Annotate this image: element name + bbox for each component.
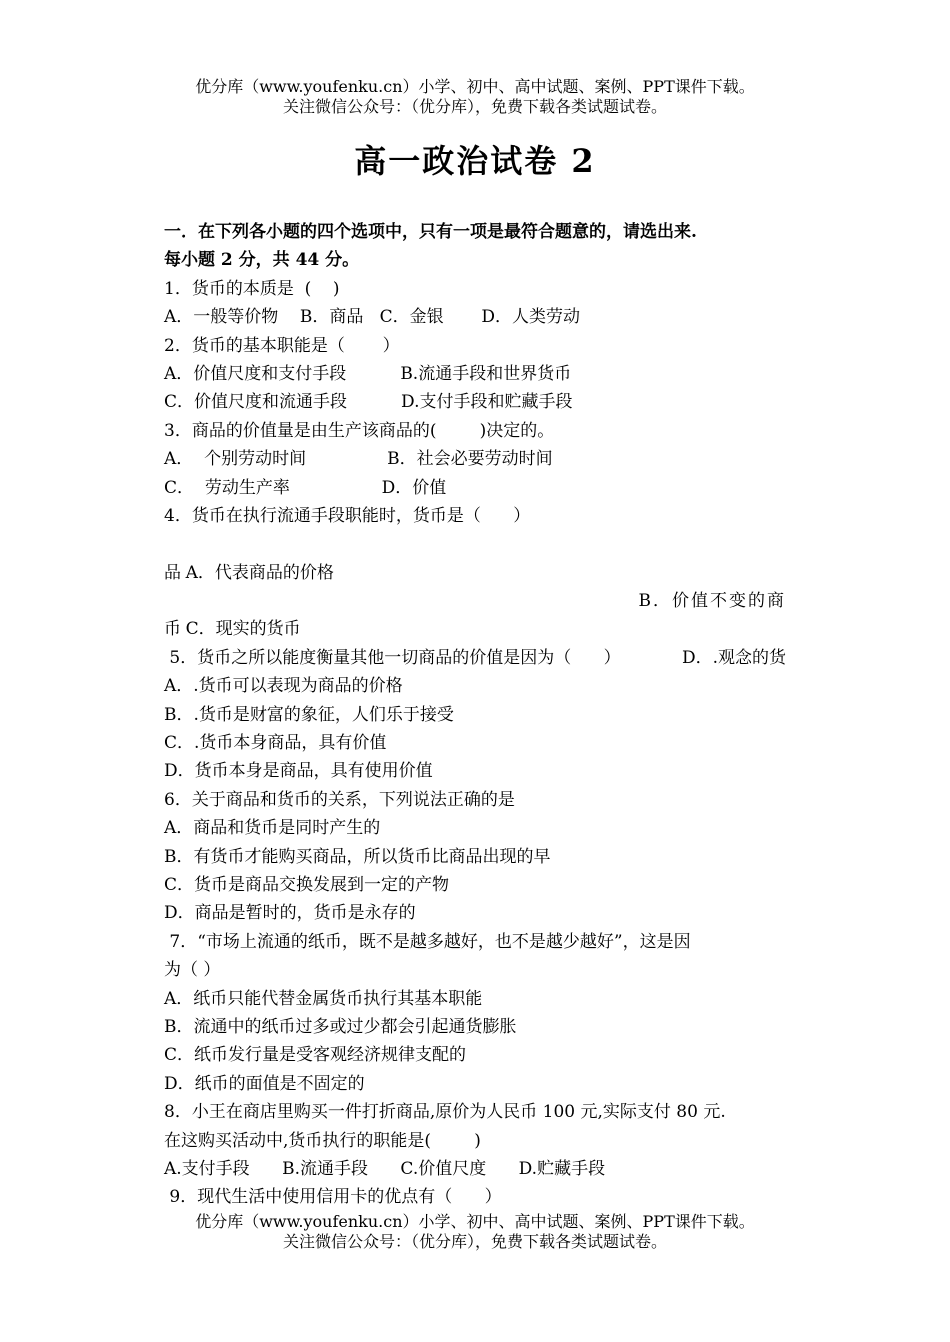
question-5-option-c: C．.货币本身商品，具有价值 (164, 733, 387, 754)
section-heading-line-2: 每小题 2 分，共 44 分。 (164, 250, 360, 271)
question-6-option-b: B．有货币才能购买商品，所以货币比商品出现的早 (164, 846, 551, 867)
question-6-option-c: C．货币是商品交换发展到一定的产物 (164, 874, 450, 895)
question-8-stem: 8．小王在商店里购买一件打折商品,原价为人民币 100 元,实际支付 80 元. (164, 1102, 726, 1123)
question-7-option-d: D．纸币的面值是不固定的 (164, 1073, 365, 1094)
question-4-option-d-cont: 币 (164, 619, 181, 640)
question-7-stem-cont: 为（ ） (164, 960, 221, 981)
question-1-options: A．一般等价物 B．商品 C．金银 D．人类劳动 (164, 307, 581, 328)
question-1-stem: 1．货币的本质是 ( ) (164, 278, 340, 299)
question-4-option-b-cont: 品 (164, 562, 181, 583)
question-4-options-ab (164, 530, 786, 612)
question-2-options-ab: A．价值尺度和支付手段 B.流通手段和世界货币 (164, 363, 572, 384)
question-2-stem: 2．货币的基本职能是（ ） (164, 335, 400, 356)
footer-line-2: 关注微信公众号：（优分库），免费下载各类试题试卷。 (282, 1232, 667, 1251)
question-6-option-a: A．商品和货币是同时产生的 (164, 818, 381, 839)
question-7-stem: 7．“市场上流通的纸币，既不是越多越好，也不是越少越好”，这是因 (164, 931, 691, 952)
question-4-stem: 4．货币在执行流通手段职能时，货币是（ ） (164, 505, 531, 526)
header-line-2: 关注微信公众号：（优分库），免费下载各类试题试卷。 (282, 97, 667, 116)
question-3-options-ab: A． 个别劳动时间 B．社会必要劳动时间 (164, 449, 553, 470)
page-header (0, 77, 950, 117)
question-5-option-d: D．货币本身是商品，具有使用价值 (164, 761, 433, 782)
page-title: 高一政治试卷 2 (354, 142, 596, 180)
question-7-option-b: B．流通中的纸币过多或过少都会引起通货膨胀 (164, 1016, 517, 1037)
question-4-option-b: B．价值不变的商 (638, 591, 786, 612)
question-4-option-c: C．现实的货币 (185, 619, 301, 640)
question-9-stem: 9．现代生活中使用信用卡的优点有（ ） (164, 1187, 502, 1208)
footer-line-1: 优分库（www.youfenku.cn）小学、初中、高中试题、案例、PPT课件下载。 (195, 1212, 755, 1231)
section-heading-line-1: 一．在下列各小题的四个选项中，只有一项是最符合题意的，请选出来. (164, 222, 697, 242)
question-4-option-d: D．.观念的货 (681, 647, 786, 668)
question-8-stem-cont: 在这购买活动中,货币执行的职能是( ) (164, 1130, 481, 1151)
question-6-stem: 6．关于商品和货币的关系，下列说法正确的是 (164, 789, 515, 810)
page-footer (0, 1212, 950, 1252)
question-5-stem: 5．货币之所以能度衡量其他一切商品的价值是因为（ ） (164, 647, 621, 668)
question-7-option-a: A．纸币只能代替金属货币执行其基本职能 (164, 988, 483, 1009)
question-6-option-d: D．商品是暂时的，货币是永存的 (164, 903, 416, 924)
question-5-option-b: B．.货币是财富的象征，人们乐于接受 (164, 704, 454, 725)
header-line-1: 优分库（www.youfenku.cn）小学、初中、高中试题、案例、PPT课件下载。 (195, 77, 755, 96)
question-3-options-cd: C． 劳动生产率 D．价值 (164, 477, 447, 498)
question-3-stem: 3．商品的价值量是由生产该商品的( )决定的。 (164, 420, 555, 441)
question-2-options-cd: C．价值尺度和流通手段 D.支付手段和贮藏手段 (164, 392, 573, 413)
question-4-option-a: A．代表商品的价格 (185, 562, 334, 583)
question-5-option-a: A．.货币可以表现为商品的价格 (164, 676, 403, 697)
exam-content (164, 218, 786, 1212)
question-8-options: A.支付手段 B.流通手段 C.价值尺度 D.贮藏手段 (164, 1158, 606, 1179)
question-7-option-c: C．纸币发行量是受客观经济规律支配的 (164, 1045, 467, 1066)
